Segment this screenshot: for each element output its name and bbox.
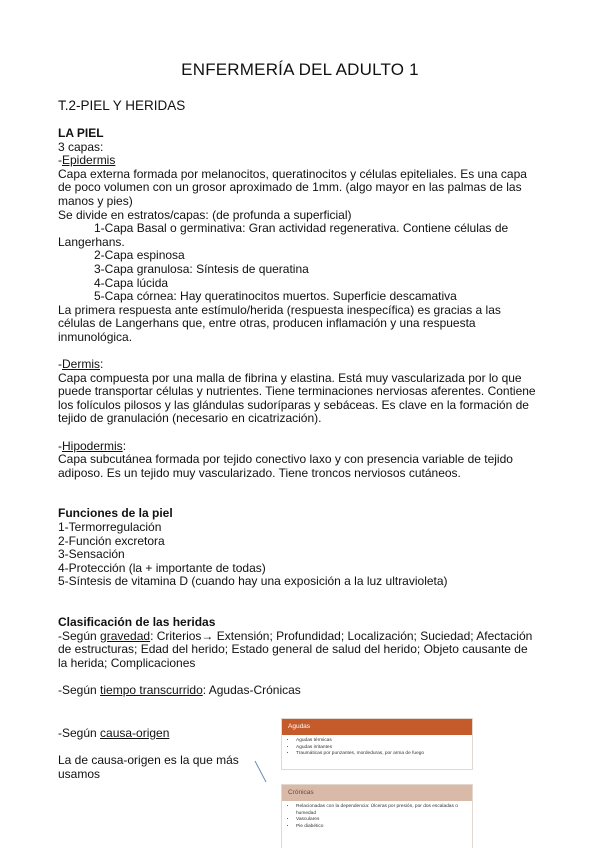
gravedad-prefix: -Según [58,628,101,643]
gravedad-line [58,630,538,644]
document-body [58,127,538,698]
funcion-item: 4-Protección (la + importante de todas) [58,560,266,575]
funcion-item: 5-Síntesis de vitamina D (cuando hay una exposición a la luz ultravioleta) [58,574,448,589]
hipodermis-label-line: -Hipodermis: [58,438,127,453]
panel-agudas-list [282,738,472,758]
estrato-item: 2-Capa espinosa [94,248,185,263]
causa-prefix: -Según [58,726,101,740]
estrato-item: 5-Capa córnea: Hay queratinocitos muertos. Superficie descamativa [94,289,457,304]
section-heading-clasificacion: Clasificación de las heridas [58,615,216,629]
gravedad-text-line: la herida; Complicaciones [58,655,196,670]
panel-cronicas-title: Crónicas [282,785,472,801]
gravedad-label: gravedad [100,628,151,643]
dermis-text: puede transportar células y nutrientes. Tiene terminaciones nerviosas aferentes. Contiene [58,384,536,399]
estrato-item: 3-Capa granulosa: Síntesis de queratina [94,261,309,276]
estrato-item: 1-Capa Basal o germinativa: Gran actividad regenerativa. Contiene células de [94,221,509,236]
respuesta-text: células de Langerhans que, entre otras, producen inflamación y una respuesta [58,316,476,331]
dermis-text: los folículos pilosos y las glándulas sudoríparas y sebáceas. Es clave en la formación de [58,397,529,412]
dermis-text: Capa compuesta por una malla de fibrina y elastina. Está muy vascularizada por lo que [58,370,522,385]
tiempo-line [58,684,538,698]
list-item: • Pie diabético [296,824,472,831]
causa-note: usamos [58,766,101,781]
funcion-item: 2-Función excretora [58,533,165,548]
gravedad-text: : Criterios→ Extensión; Profundidad; Localización; Suciedad; Afectación [150,628,533,643]
section-heading-funciones: Funciones de la piel [58,506,173,521]
list-item: • Agudas irritantes [296,745,472,752]
document-subtitle: T.2-PIEL Y HERIDAS [58,98,186,113]
panel-agudas [282,719,472,769]
panel-agudas-title: Agudas [282,719,472,735]
hipodermis-text: adiposo. Es un tejido muy vascularizado. Tiene troncos nerviosos cutáneos. [58,465,461,480]
hipodermis-text: Capa subcutánea formada por tejido conectivo laxo y con presencia variable de tejido [58,452,513,467]
list-item: • Agudas térmicas [296,738,472,745]
list-item: • Traumáticas por punzantes, mordeduras, por arma de fuego [296,751,472,758]
causa-line [58,727,258,741]
respuesta-text: inmunológica. [58,329,133,344]
document-title: ENFERMERÍA DEL ADULTO 1 [181,60,419,79]
epidermis-text: Se divide en estratos/capas: (de profunda a superficial) [58,207,352,222]
pointer-stroke [254,760,268,784]
dermis-label-line: -Dermis: [58,357,104,372]
causa-block [58,727,258,781]
epidermis-label-line: -Epidermis [58,153,116,168]
hipodermis-label: Hipodermis [62,438,123,453]
epidermis-text: de poco volumen con un grosor aproximado de 1mm. (algo mayor en las palmas de las [58,180,522,195]
causa-label: causa-origen [100,726,170,740]
langerhans-line: Langerhans. [58,234,125,249]
capas-line: 3 capas: [58,139,104,154]
funcion-item: 1-Termorregulación [58,520,162,535]
list-item: • Relacionadas con la dependencia: Úlceras por presión, por dos escaladas o humedad [296,804,472,817]
dermis-text: tejido de granulación (necesario en cicatrización). [58,411,322,426]
tiempo-label: tiempo transcurrido [100,682,203,697]
epidermis-text: Capa externa formada por melanocitos, queratinocitos y células epiteliales. Es una capa [58,166,527,181]
panel-cronicas [282,785,472,848]
section-heading-piel: LA PIEL [58,126,104,140]
funcion-item: 3-Sensación [58,547,125,562]
wound-classification-diagram [282,719,540,848]
epidermis-label: Epidermis [62,153,116,168]
tiempo-text: : Agudas-Crónicas [202,682,301,697]
tiempo-prefix: -Según [58,682,101,697]
epidermis-text: manos y pies) [58,193,133,208]
panel-cronicas-list [282,804,472,830]
list-item: • Vasculares [296,817,472,824]
gravedad-text-line: de estructuras; Edad del herido; Estado general de salud del herido; Objeto causante de [58,642,528,657]
respuesta-text: La primera respuesta ante estímulo/herida (respuesta inespecífica) es gracias a las [58,302,501,317]
estrato-item: 4-Capa lúcida [94,275,169,290]
dermis-label: Dermis [62,357,100,372]
causa-note: La de causa-origen es la que más [58,753,239,768]
